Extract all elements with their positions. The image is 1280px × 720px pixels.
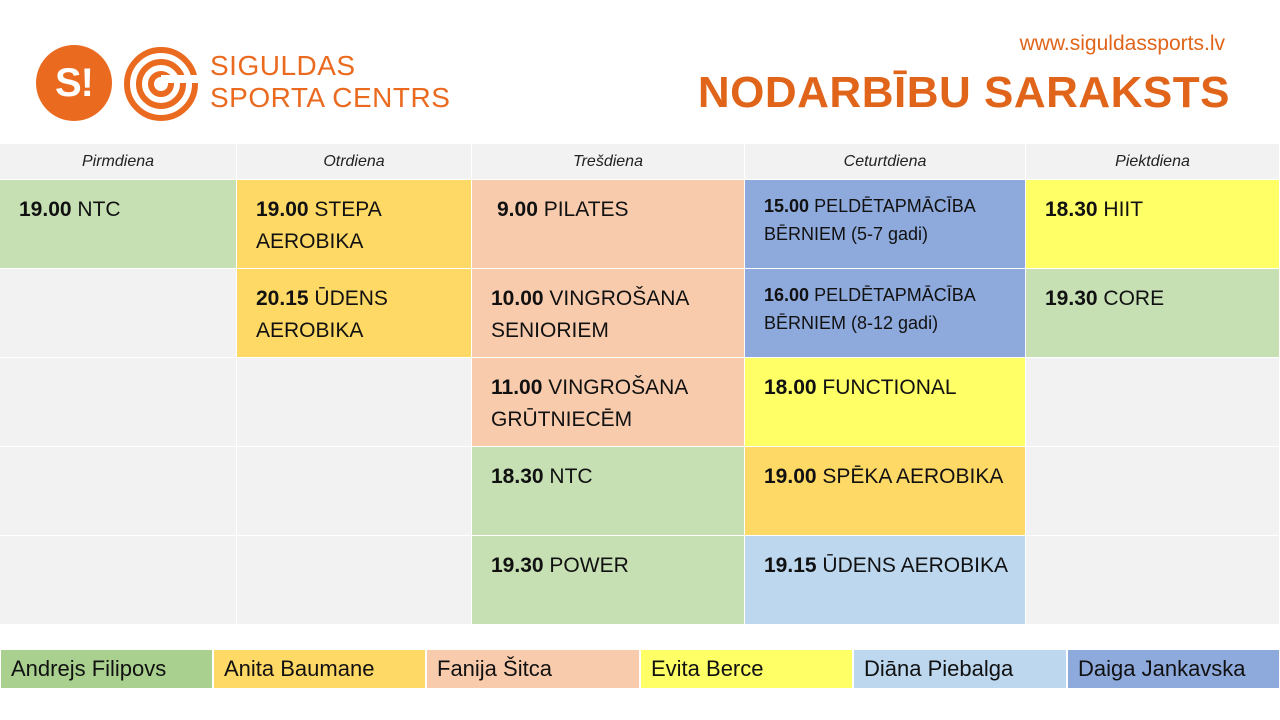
class-time: 18.30	[491, 465, 544, 488]
legend-item: Fanija Šitca	[426, 649, 640, 689]
legend-item: Diāna Piebalga	[853, 649, 1067, 689]
class-time: 18.00	[764, 376, 817, 399]
site-url[interactable]: www.siguldassports.lv	[1019, 32, 1225, 55]
class-name: SPĒKA AEROBIKA	[822, 465, 1004, 488]
class-time: 11.00	[491, 376, 543, 399]
class-name: CORE	[1103, 287, 1165, 310]
logo-rings-icon	[122, 45, 200, 123]
class-time: 16.00	[764, 285, 810, 305]
class-time: 19.00	[764, 465, 817, 488]
class-time: 15.00	[764, 196, 810, 216]
class-name: NTC	[77, 198, 121, 221]
logo-s-mark: S!	[36, 45, 112, 121]
empty-cell	[237, 447, 472, 536]
class-time: 9.00	[497, 198, 538, 221]
day-header-tuesday: Otrdiena	[237, 144, 472, 180]
class-name: PILATES	[543, 198, 629, 221]
class-name: STEPA AEROBIKA	[256, 198, 381, 253]
empty-cell	[1026, 447, 1280, 536]
class-name: ŪDENS AEROBIKA	[822, 554, 1008, 577]
class-time: 19.00	[256, 198, 309, 221]
empty-cell	[237, 536, 472, 625]
class-cell	[745, 358, 1026, 447]
schedule-grid	[0, 144, 1280, 625]
class-cell	[1026, 180, 1280, 269]
empty-cell	[1026, 358, 1280, 447]
class-cell	[745, 269, 1026, 358]
empty-cell	[0, 358, 237, 447]
instructor-legend	[0, 649, 1280, 689]
class-name: ŪDENS AEROBIKA	[256, 287, 388, 342]
day-header-wednesday: Trešdiena	[472, 144, 745, 180]
class-cell	[745, 180, 1026, 269]
class-time: 18.30	[1045, 198, 1098, 221]
class-name: POWER	[549, 554, 629, 577]
class-time: 19.00	[19, 198, 72, 221]
class-name: HIIT	[1103, 198, 1144, 221]
empty-cell	[0, 447, 237, 536]
brand-name	[210, 50, 450, 114]
class-time: 19.15	[764, 554, 817, 577]
class-cell	[472, 269, 745, 358]
legend-item: Daiga Jankavska	[1067, 649, 1280, 689]
class-cell	[1026, 269, 1280, 358]
empty-cell	[1026, 536, 1280, 625]
brand-line2: SPORTA CENTRS	[210, 82, 451, 113]
class-name: PELDĒTAPMĀCĪBA BĒRNIEM (8-12 gadi)	[764, 285, 975, 333]
page-title: NODARBĪBU SARAKSTS	[697, 68, 1230, 117]
class-time: 20.15	[256, 287, 309, 310]
class-time: 19.30	[1045, 287, 1098, 310]
class-name: VINGROŠANA GRŪTNIECĒM	[491, 376, 688, 431]
day-header-friday: Piektdiena	[1026, 144, 1280, 180]
empty-cell	[237, 358, 472, 447]
class-cell	[745, 536, 1026, 625]
class-cell	[237, 269, 472, 358]
class-name: NTC	[549, 465, 593, 488]
class-name: FUNCTIONAL	[822, 376, 957, 399]
class-cell	[472, 447, 745, 536]
brand-line1: SIGULDAS	[210, 50, 356, 81]
class-cell	[472, 358, 745, 447]
legend-item: Anita Baumane	[213, 649, 426, 689]
class-cell	[472, 180, 745, 269]
legend-item: Evita Berce	[640, 649, 853, 689]
class-name: PELDĒTAPMĀCĪBA BĒRNIEM (5-7 gadi)	[764, 196, 975, 244]
empty-cell	[0, 269, 237, 358]
class-cell	[237, 180, 472, 269]
class-cell	[0, 180, 237, 269]
class-cell	[472, 536, 745, 625]
class-time: 10.00	[491, 287, 544, 310]
day-header-monday: Pirmdiena	[0, 144, 237, 180]
class-time: 19.30	[491, 554, 544, 577]
class-name: VINGROŠANA SENIORIEM	[491, 287, 689, 342]
class-cell	[745, 447, 1026, 536]
legend-item: Andrejs Filipovs	[0, 649, 213, 689]
day-header-thursday: Ceturtdiena	[745, 144, 1026, 180]
empty-cell	[0, 536, 237, 625]
